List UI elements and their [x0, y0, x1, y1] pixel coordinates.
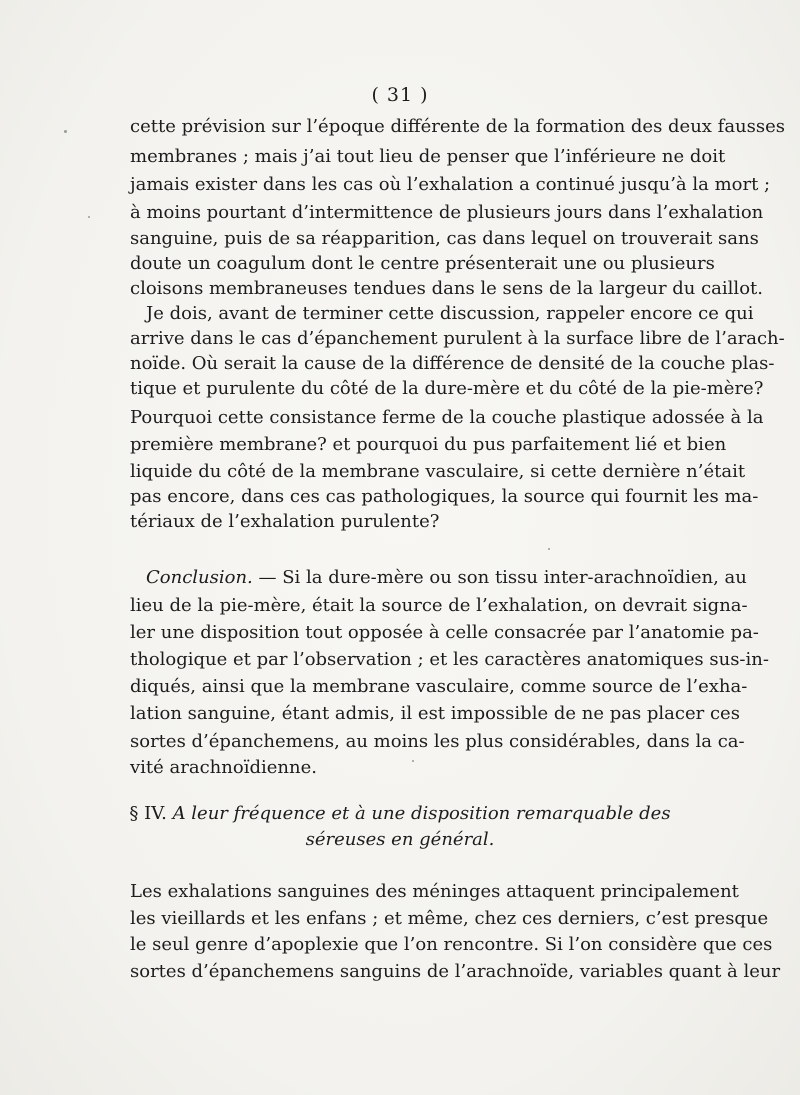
text-line: les vieillards et les enfans ; et même, chez ces derniers, c’est presque	[130, 908, 769, 929]
text-line: doute un coagulum dont le centre présenterait une ou plusieurs	[130, 253, 715, 274]
text-line: thologique et par l’observation ; et les caractères anatomiques sus-in-	[130, 649, 769, 670]
scan-speck	[548, 548, 550, 550]
text-line: vité arachnoïdienne.	[130, 757, 317, 778]
section-number: § IV.	[129, 803, 167, 824]
scan-speck	[412, 760, 414, 762]
text-line: ler une disposition tout opposée à celle consacrée par l’anatomie pa-	[130, 622, 759, 643]
text-line: tériaux de l’exhalation purulente?	[130, 511, 440, 532]
text-line: lation sanguine, étant admis, il est impossible de ne pas placer ces	[130, 703, 740, 724]
text-line: noïde. Où serait la cause de la différence de densité de la couche plas-	[130, 353, 775, 374]
text-line: arrive dans le cas d’épanchement purulent à la surface libre de l’arach-	[130, 328, 785, 349]
conclusion-label: Conclusion.	[146, 567, 253, 588]
page-number: ( 31 )	[371, 84, 429, 106]
text-line: diqués, ainsi que la membrane vasculaire, comme source de l’exha-	[130, 676, 748, 697]
section-heading-line-2: séreuses en général.	[305, 829, 495, 850]
text-line: le seul genre d’apoplexie que l’on rencontre. Si l’on considère que ces	[130, 934, 773, 955]
text-line: cette prévision sur l’époque différente de la formation des deux fausses	[130, 116, 786, 137]
text-line: membranes ; mais j’ai tout lieu de penser que l’inférieure ne doit	[130, 146, 726, 167]
conclusion-first-line: — Si la dure-mère ou son tissu inter-arachnoïdien, au	[252, 567, 747, 588]
section-heading-line-1	[0, 802, 800, 826]
text-line: sanguine, puis de sa réapparition, cas dans lequel on trouverait sans	[130, 228, 759, 249]
text-line: sortes d’épanchemens sanguins de l’arachnoïde, variables quant à leur	[130, 961, 781, 982]
text-line: Pourquoi cette consistance ferme de la couche plastique adossée à la	[130, 407, 764, 428]
text-line: Les exhalations sanguines des méninges attaquent principalement	[130, 881, 739, 902]
text-line: sortes d’épanchemens, au moins les plus considérables, dans la ca-	[130, 731, 745, 752]
text-line: tique et purulente du côté de la dure-mère et du côté de la pie-mère?	[130, 378, 764, 399]
text-line: Je dois, avant de terminer cette discussion, rappeler encore ce qui	[146, 303, 754, 324]
text-line: première membrane? et pourquoi du pus parfaitement lié et bien	[130, 434, 727, 455]
scan-speck	[64, 130, 67, 133]
text-line: lieu de la pie-mère, était la source de l’exhalation, on devrait signa-	[130, 595, 748, 616]
text-line: liquide du côté de la membrane vasculaire, si cette dernière n’était	[130, 461, 746, 482]
scan-speck	[88, 216, 90, 218]
section-title: A leur fréquence et à une disposition remarquable des	[172, 803, 671, 824]
text-line: jamais exister dans les cas où l’exhalation a continué jusqu’à la mort ;	[130, 174, 771, 195]
text-line: à moins pourtant d’intermittence de plusieurs jours dans l’exhalation	[130, 202, 764, 223]
text-line	[146, 566, 747, 590]
text-line: pas encore, dans ces cas pathologiques, la source qui fournit les ma-	[130, 486, 759, 507]
text-line: cloisons membraneuses tendues dans le sens de la largeur du caillot.	[130, 278, 763, 299]
